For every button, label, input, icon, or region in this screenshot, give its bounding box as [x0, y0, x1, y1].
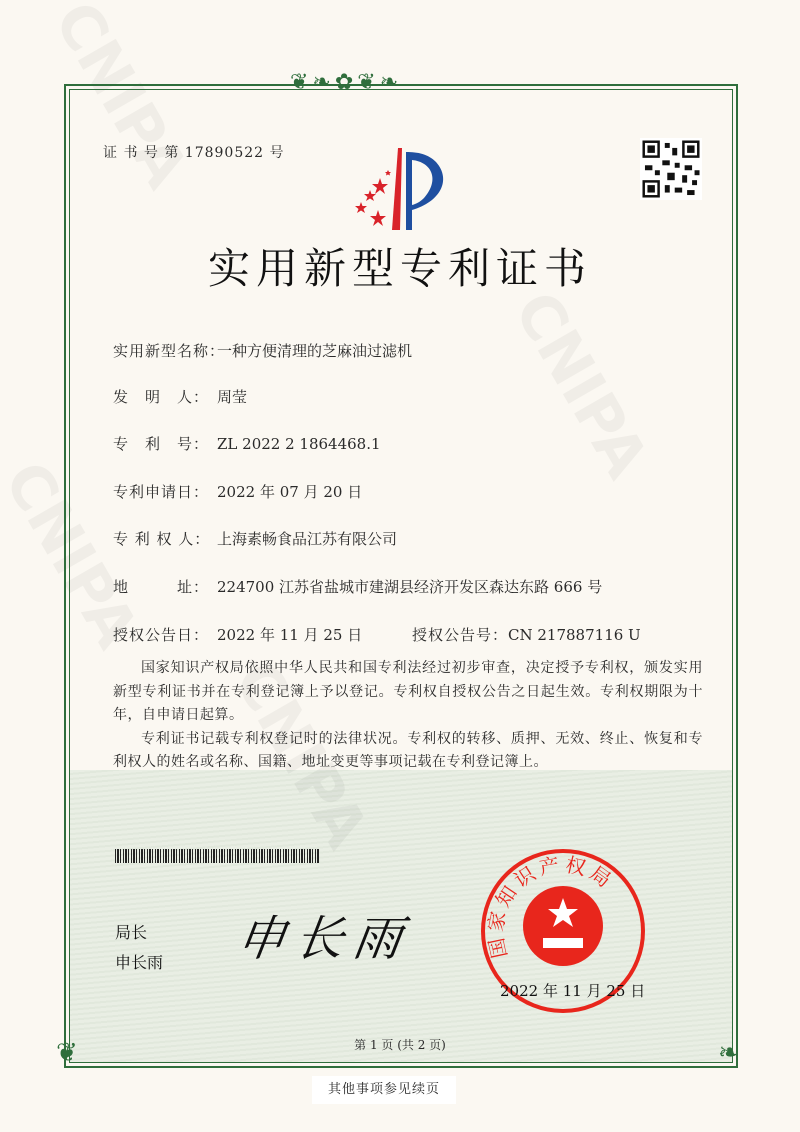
field-value: 2022 年 07 月 20 日	[217, 483, 363, 501]
director-title: 局长	[115, 923, 148, 942]
field-value: 2022 年 11 月 25 日	[217, 626, 363, 644]
field-label: 地 址：	[113, 578, 210, 596]
director-name: 申长雨	[115, 953, 164, 972]
field-grant-publication-number	[412, 624, 641, 645]
field-label: 授权公告号：	[412, 626, 509, 644]
statement-paragraph: 专利证书记载专利权登记时的法律状况。专利权的转移、质押、无效、终止、恢复和专利权人的姓名或名称、国籍、地址变更等事项记载在专利登记簿上。	[113, 730, 703, 770]
page-indicator: 第 1 页 (共 2 页)	[354, 1038, 446, 1052]
field-label: 专利申请日：	[113, 483, 210, 501]
field-patent-number	[113, 433, 381, 454]
field-value: CN 217887116 U	[508, 626, 641, 644]
certificate-statement	[113, 657, 703, 775]
field-label: 实用新型名称：	[113, 342, 226, 360]
seal-date: 2022 年 11 月 25 日	[500, 982, 646, 1000]
seal-text: 国家知识产权局	[483, 852, 619, 961]
field-utility-model-name	[113, 340, 412, 361]
field-value: 一种方便清理的芝麻油过滤机	[217, 342, 413, 360]
director-signature: 申长雨	[233, 911, 416, 967]
director-block	[115, 918, 163, 978]
statement-paragraph: 国家知识产权局依照中华人民共和国专利法经过初步审查，决定授予专利权，颁发实用新型专利证书并在专利登记簿上予以登记。专利权自授权公告之日起生效。专利权期限为十年，自申请日起算。	[113, 660, 703, 723]
field-value: ZL 2022 2 1864468.1	[217, 435, 381, 453]
top-ornament-icon: ❦❧✿❦❧	[290, 70, 403, 95]
corner-ornament-icon: ❧	[718, 1038, 740, 1068]
certificate-title: 实用新型专利证书	[207, 244, 592, 293]
field-grant-date	[113, 624, 362, 645]
field-address	[113, 576, 602, 597]
field-application-date	[113, 481, 362, 502]
field-label: 授权公告日：	[113, 626, 210, 644]
field-inventor	[113, 386, 247, 407]
corner-ornament-icon: ❦	[56, 1038, 78, 1068]
field-label: 专 利 权 人：	[113, 530, 211, 548]
field-label: 专 利 号：	[113, 435, 210, 453]
field-label: 发 明 人：	[113, 388, 210, 406]
field-patentee	[113, 528, 397, 549]
field-value: 224700 江苏省盐城市建湖县经济开发区森达东路 666 号	[217, 578, 603, 596]
certificate-number: 证 书 号 第 17890522 号	[103, 145, 285, 161]
cnipa-logo-icon	[340, 140, 470, 235]
field-value: 周莹	[217, 388, 248, 406]
qr-code	[640, 138, 702, 200]
continuation-note: 其他事项参见续页	[312, 1076, 456, 1104]
field-value: 上海素畅食品江苏有限公司	[217, 530, 398, 548]
barcode	[115, 849, 320, 863]
